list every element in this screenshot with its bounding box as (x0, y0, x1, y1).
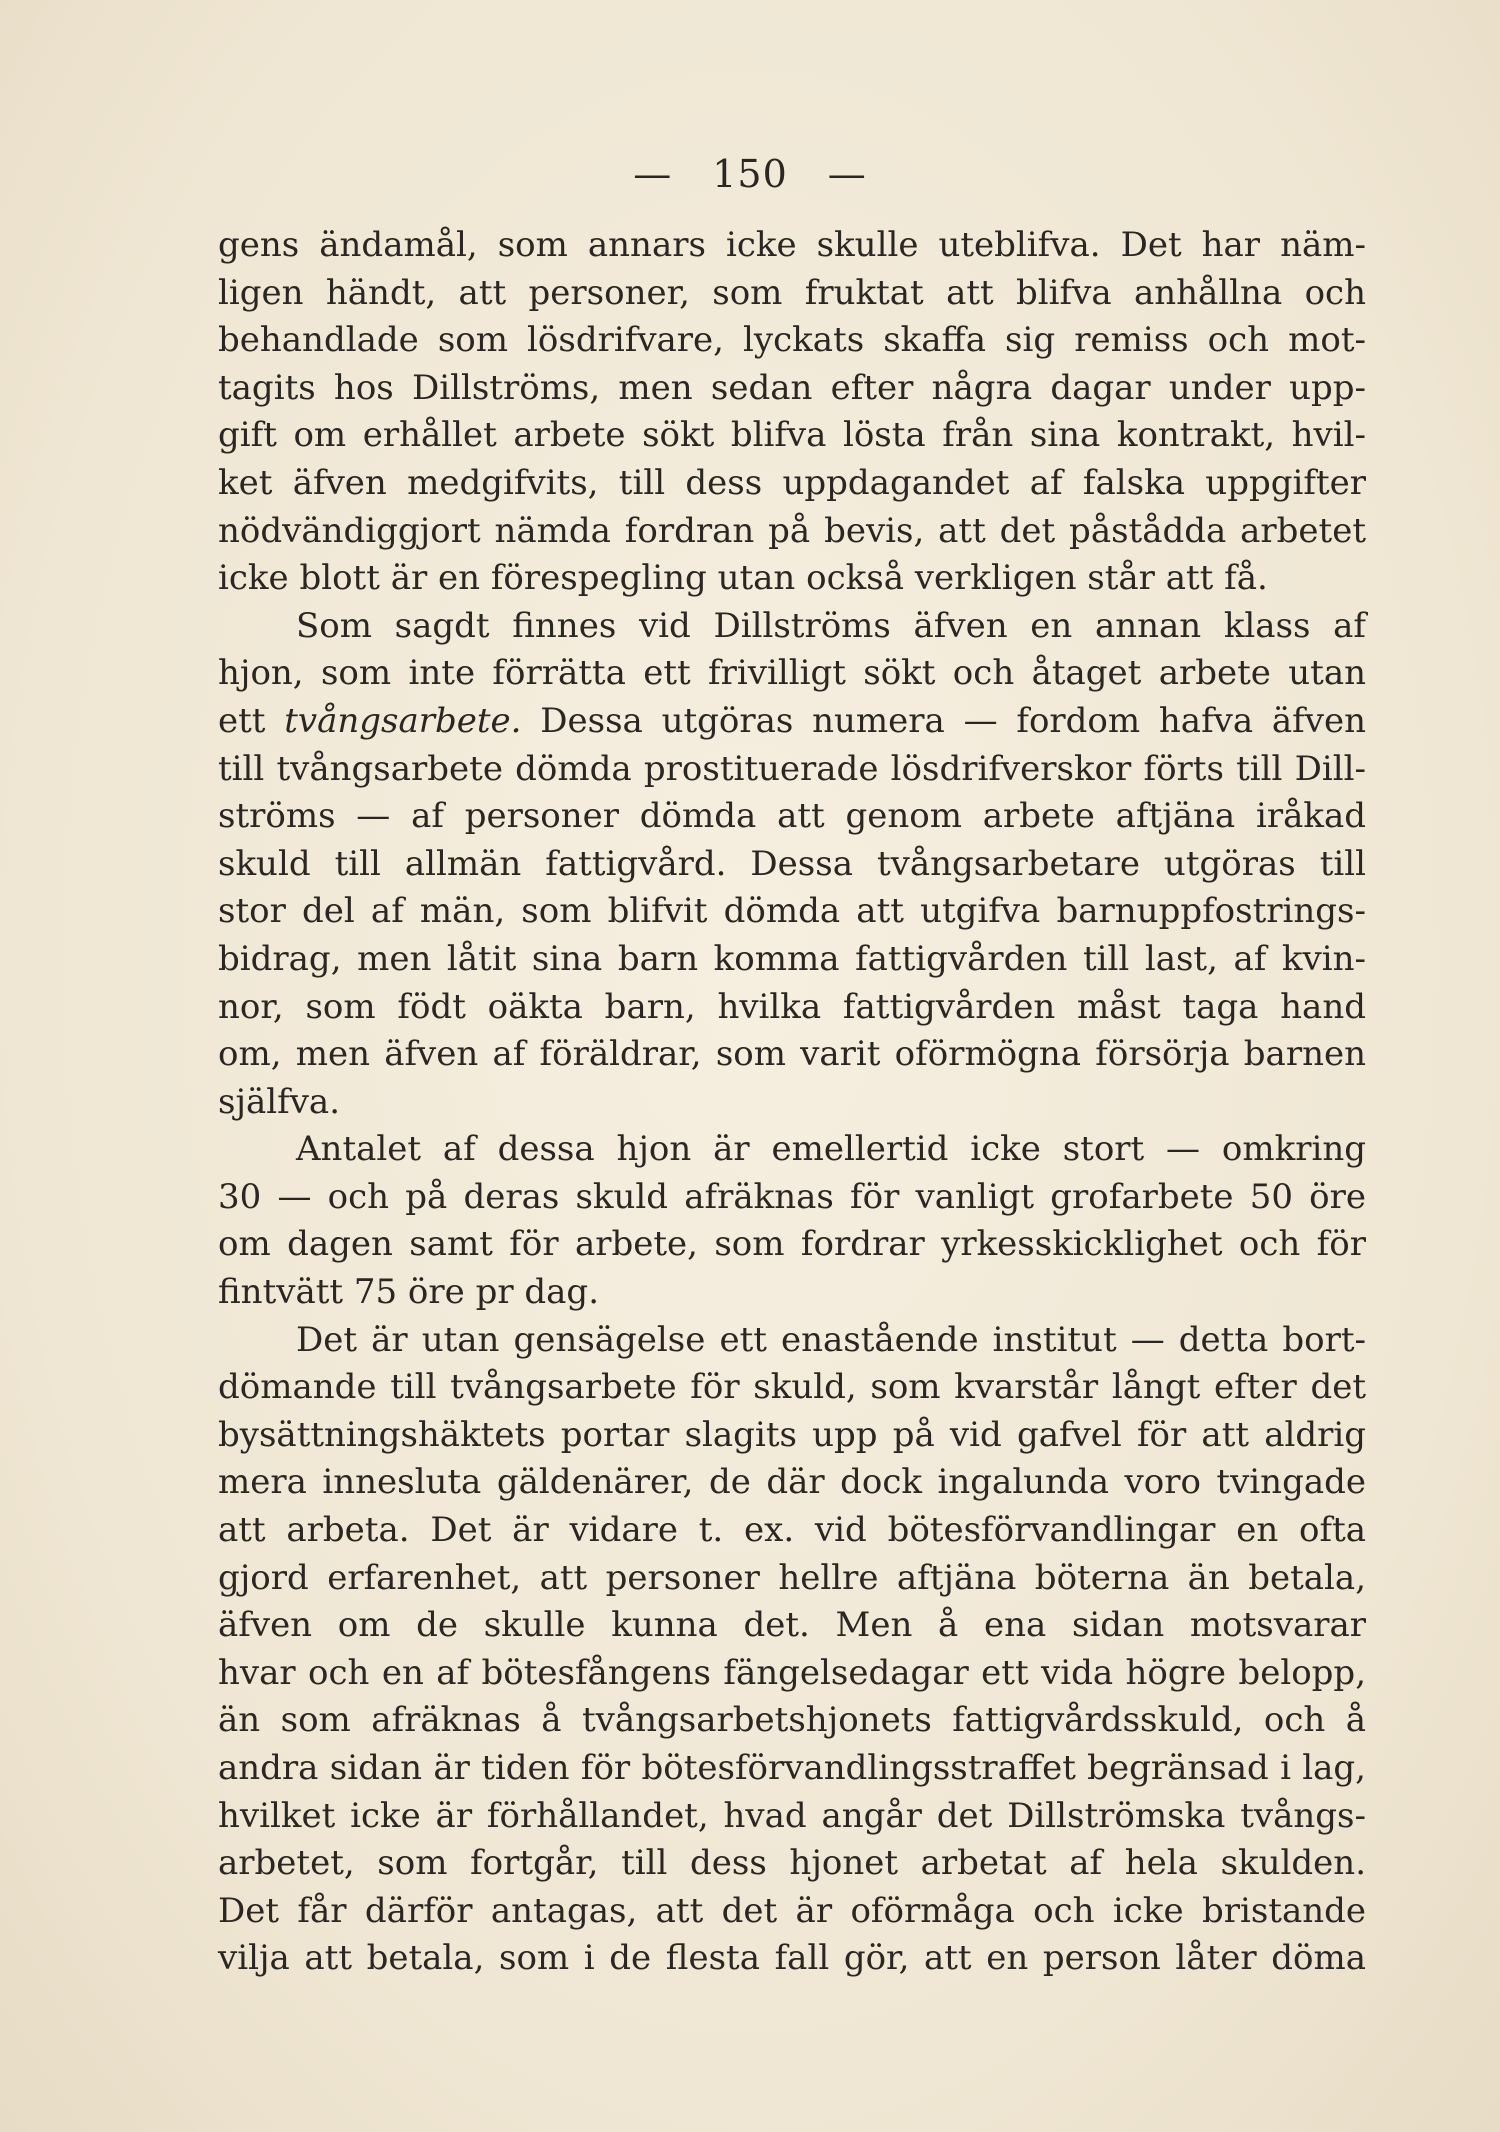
text-line: själfva. (218, 1081, 341, 1122)
text-line: arbetet, som fortgår, till dess hjonet arbetat af hela skulden. (218, 1843, 1366, 1884)
text-line: stor del af män, som blifvit dömda att utgifva barnuppfostrings- (218, 891, 1366, 932)
text-line: behandlade som lösdrifvare, lyckats skaffa sig remiss och mot- (218, 320, 1366, 361)
text-line: att arbeta. Det är vidare t. ex. vid bötesförvandlingar en ofta (218, 1510, 1366, 1551)
text-line: dömande till tvångsarbete för skuld, som kvarstår långt efter det (218, 1367, 1366, 1408)
text-line: skuld till allmän fattigvård. Dessa tvångsarbetare utgöras till (218, 843, 1366, 884)
page-header (0, 150, 1500, 198)
text-line: fintvätt 75 öre pr dag. (218, 1272, 600, 1313)
header-dash-right: — (827, 152, 867, 196)
text-line: gift om erhållet arbete sökt blifva lösta från sina kontrakt, hvil- (218, 415, 1366, 456)
text-line: andra sidan är tiden för bötesförvandlingsstraffet begränsad i lag, (218, 1748, 1366, 1788)
header-dash-left: — (633, 152, 673, 196)
text-line: hvilket icke är förhållandet, hvad angår det Dillströmska tvångs- (218, 1795, 1366, 1836)
text-line: nor, som födt oäkta barn, hvilka fattigvården måst taga hand (218, 986, 1366, 1027)
text-line: vilja att betala, som i de flesta fall gör, att en person låter döma (218, 1938, 1366, 1979)
text-line: nödvändiggjort nämda fordran på bevis, att det påstådda arbetet (218, 510, 1366, 551)
text-line: till tvångsarbete dömda prostituerade lösdrifverskor förts till Dill- (218, 748, 1366, 789)
text-line: icke blott är en förespegling utan också verkligen står att få. (218, 558, 1268, 599)
text-line: gens ändamål, som annars icke skulle uteblifva. Det har näm- (218, 225, 1366, 265)
text-line: bysättningshäktets portar slagits upp på vid gafvel för att aldrig (218, 1414, 1366, 1455)
text-line: om, men äfven af föräldrar, som varit oförmögna försörja barnen (218, 1034, 1366, 1075)
text-line: hvar och en af bötesfångens fängelsedagar ett vida högre belopp, (218, 1652, 1366, 1693)
text-line: ket äfven medgifvits, till dess uppdagandet af falska uppgifter (218, 462, 1366, 503)
line-text-before: ett (218, 700, 285, 741)
text-line: än som afräknas å tvångsarbetshjonets fattigvårdsskuld, och å (218, 1700, 1366, 1741)
text-line: Det får därför antagas, att det är oförmåga och icke bristande (218, 1890, 1366, 1931)
text-line: hjon, som inte förrätta ett frivilligt sökt och åtaget arbete utan (218, 653, 1366, 694)
text-line: om dagen samt för arbete, som fordrar yrkesskicklighet och för (218, 1224, 1366, 1265)
text-line: ströms — af personer dömda att genom arbete aftjäna iråkad (218, 796, 1366, 837)
text-line: bidrag, men låtit sina barn komma fattigvården till last, af kvin- (218, 938, 1366, 979)
body-text (218, 222, 1366, 1983)
text-line: 30 — och på deras skuld afräknas för vanligt grofarbete 50 öre (218, 1176, 1366, 1217)
page-number: 150 (712, 152, 788, 196)
text-line: mera innesluta gäldenärer, de där dock ingalunda voro tvingade (218, 1462, 1366, 1503)
text-line: gjord erfarenhet, att personer hellre aftjäna böterna än betala, (218, 1557, 1366, 1598)
text-line: äfven om de skulle kunna det. Men å ena sidan motsvarar (218, 1605, 1366, 1646)
paragraph-start-line: Antalet af dessa hjon är emellertid icke stort — omkring (296, 1129, 1366, 1170)
text-line-with-italic (218, 698, 1366, 746)
text-line: ligen händt, att personer, som fruktat att blifva anhållna och (218, 272, 1366, 313)
italic-term: tvångsarbete. (284, 700, 522, 741)
paragraph-start-line: Som sagdt finnes vid Dillströms äfven en annan klass af (296, 605, 1366, 646)
line-text-after: Dessa utgöras numera — fordom hafva äfven (521, 700, 1366, 741)
text-line: tagits hos Dillströms, men sedan efter några dagar under upp- (218, 367, 1366, 408)
paragraph-start-line: Det är utan gensägelse ett enastående institut — detta bort- (296, 1319, 1366, 1360)
